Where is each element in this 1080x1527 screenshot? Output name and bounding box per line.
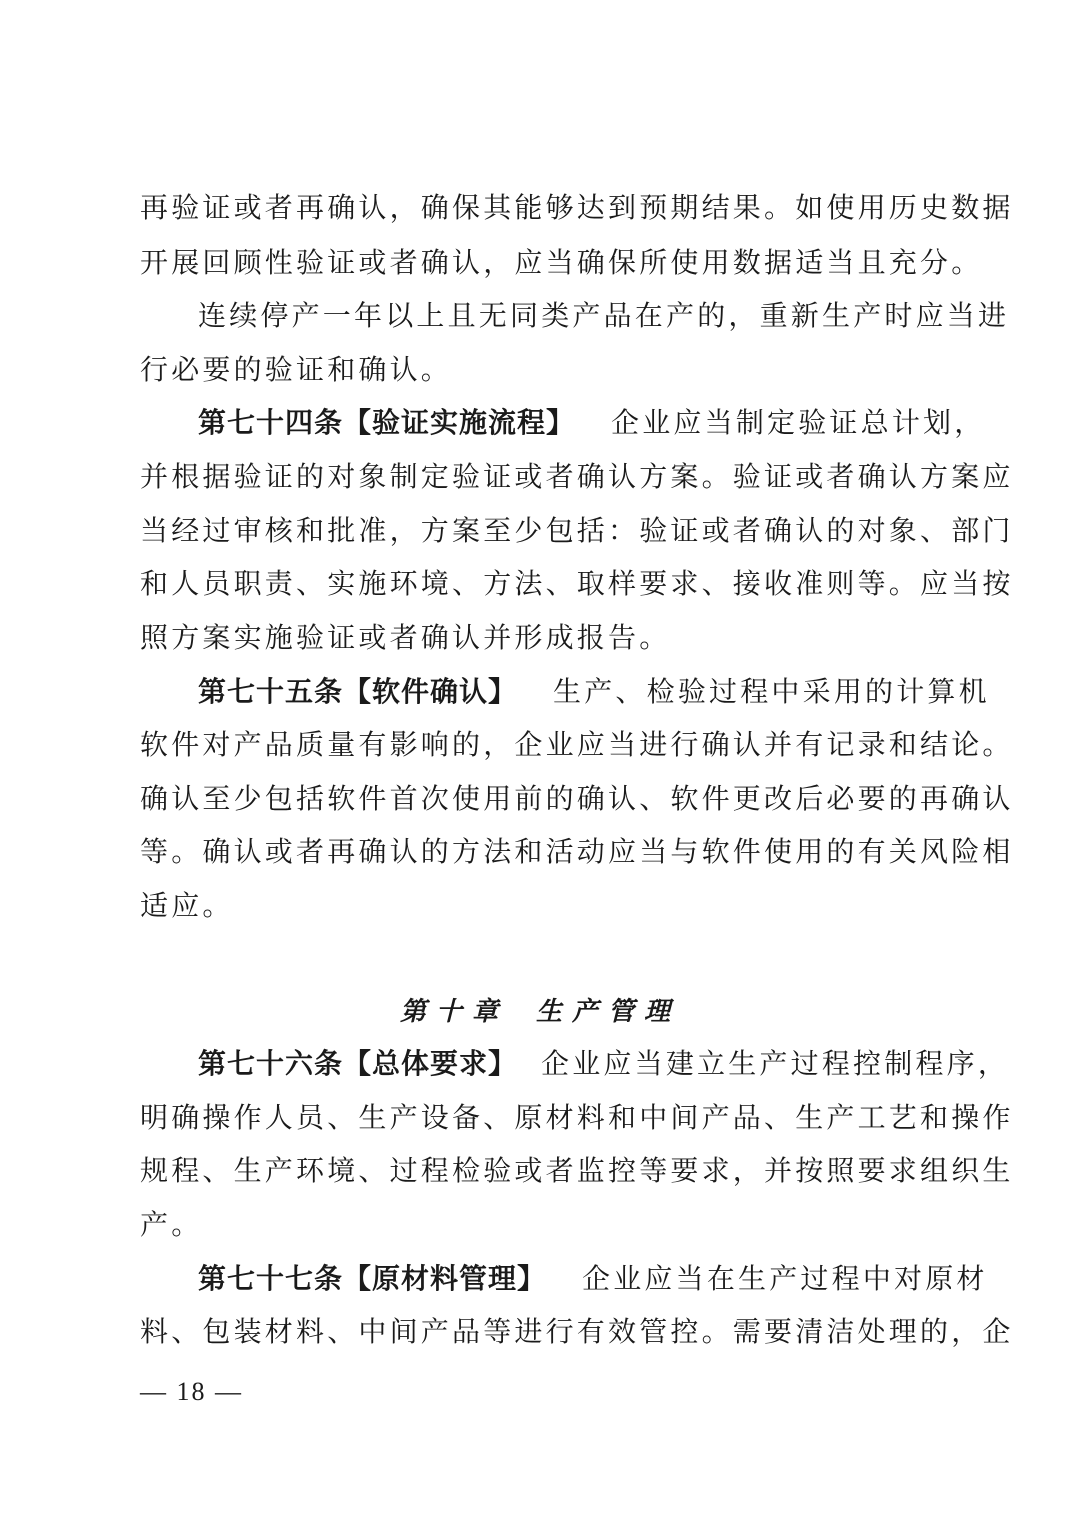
page-number: — 18 — [140, 1377, 243, 1406]
article-75-first-line [198, 672, 990, 712]
text-line: 生产、检验过程中采用的计算机 [553, 675, 990, 708]
text-line: 规程、生产环境、过程检验或者监控等要求，并按照要求组织生 [140, 1154, 1014, 1187]
article-75-heading: 第七十五条【软件确认】 [198, 675, 518, 708]
text-line: 企业应当在生产过程中对原材 [582, 1262, 988, 1295]
article-74-heading: 第七十四条【验证实施流程】 [198, 406, 576, 439]
text-line: 开展回顾性验证或者确认，应当确保所使用数据适当且充分。 [140, 246, 983, 279]
text-line: 等。确认或者再确认的方法和活动应当与软件使用的有关风险相 [140, 835, 1014, 868]
text-line: 照方案实施验证或者确认并形成报告。 [140, 621, 671, 654]
text-line: 软件对产品质量有影响的，企业应当进行确认并有记录和结论。 [140, 728, 1014, 761]
chapter-number: 第十章 [399, 997, 508, 1027]
text-line: 连续停产一年以上且无同类产品在产的，重新生产时应当进 [198, 299, 1010, 332]
text-line: 确认至少包括软件首次使用前的确认、软件更改后必要的再确认 [140, 782, 1014, 815]
chapter-heading [0, 992, 1080, 1032]
text-line: 企业应当建立生产过程控制程序， [541, 1047, 1010, 1080]
article-76-heading: 第七十六条【总体要求】 [198, 1047, 518, 1080]
article-76-first-line [198, 1044, 1010, 1084]
text-line: 产。 [140, 1208, 203, 1241]
text-line: 企业应当制定验证总计划， [611, 406, 986, 439]
article-77-first-line [198, 1259, 988, 1299]
text-line: 当经过审核和批准，方案至少包括：验证或者确认的对象、部门 [140, 514, 1014, 547]
text-line: 料、包装材料、中间产品等进行有效管控。需要清洁处理的，企 [140, 1315, 1014, 1348]
text-line: 明确操作人员、生产设备、原材料和中间产品、生产工艺和操作 [140, 1101, 1014, 1134]
text-line: 行必要的验证和确认。 [140, 353, 453, 386]
text-line: 和人员职责、实施环境、方法、取样要求、接收准则等。应当按 [140, 567, 1014, 600]
text-line: 适应。 [140, 889, 234, 922]
text-line: 并根据验证的对象制定验证或者确认方案。验证或者确认方案应 [140, 460, 1014, 493]
chapter-title: 生产管理 [536, 997, 681, 1027]
article-77-heading: 第七十七条【原材料管理】 [198, 1262, 547, 1295]
text-line: 再验证或者再确认，确保其能够达到预期结果。如使用历史数据 [140, 191, 1014, 224]
article-74-first-line [198, 403, 986, 443]
